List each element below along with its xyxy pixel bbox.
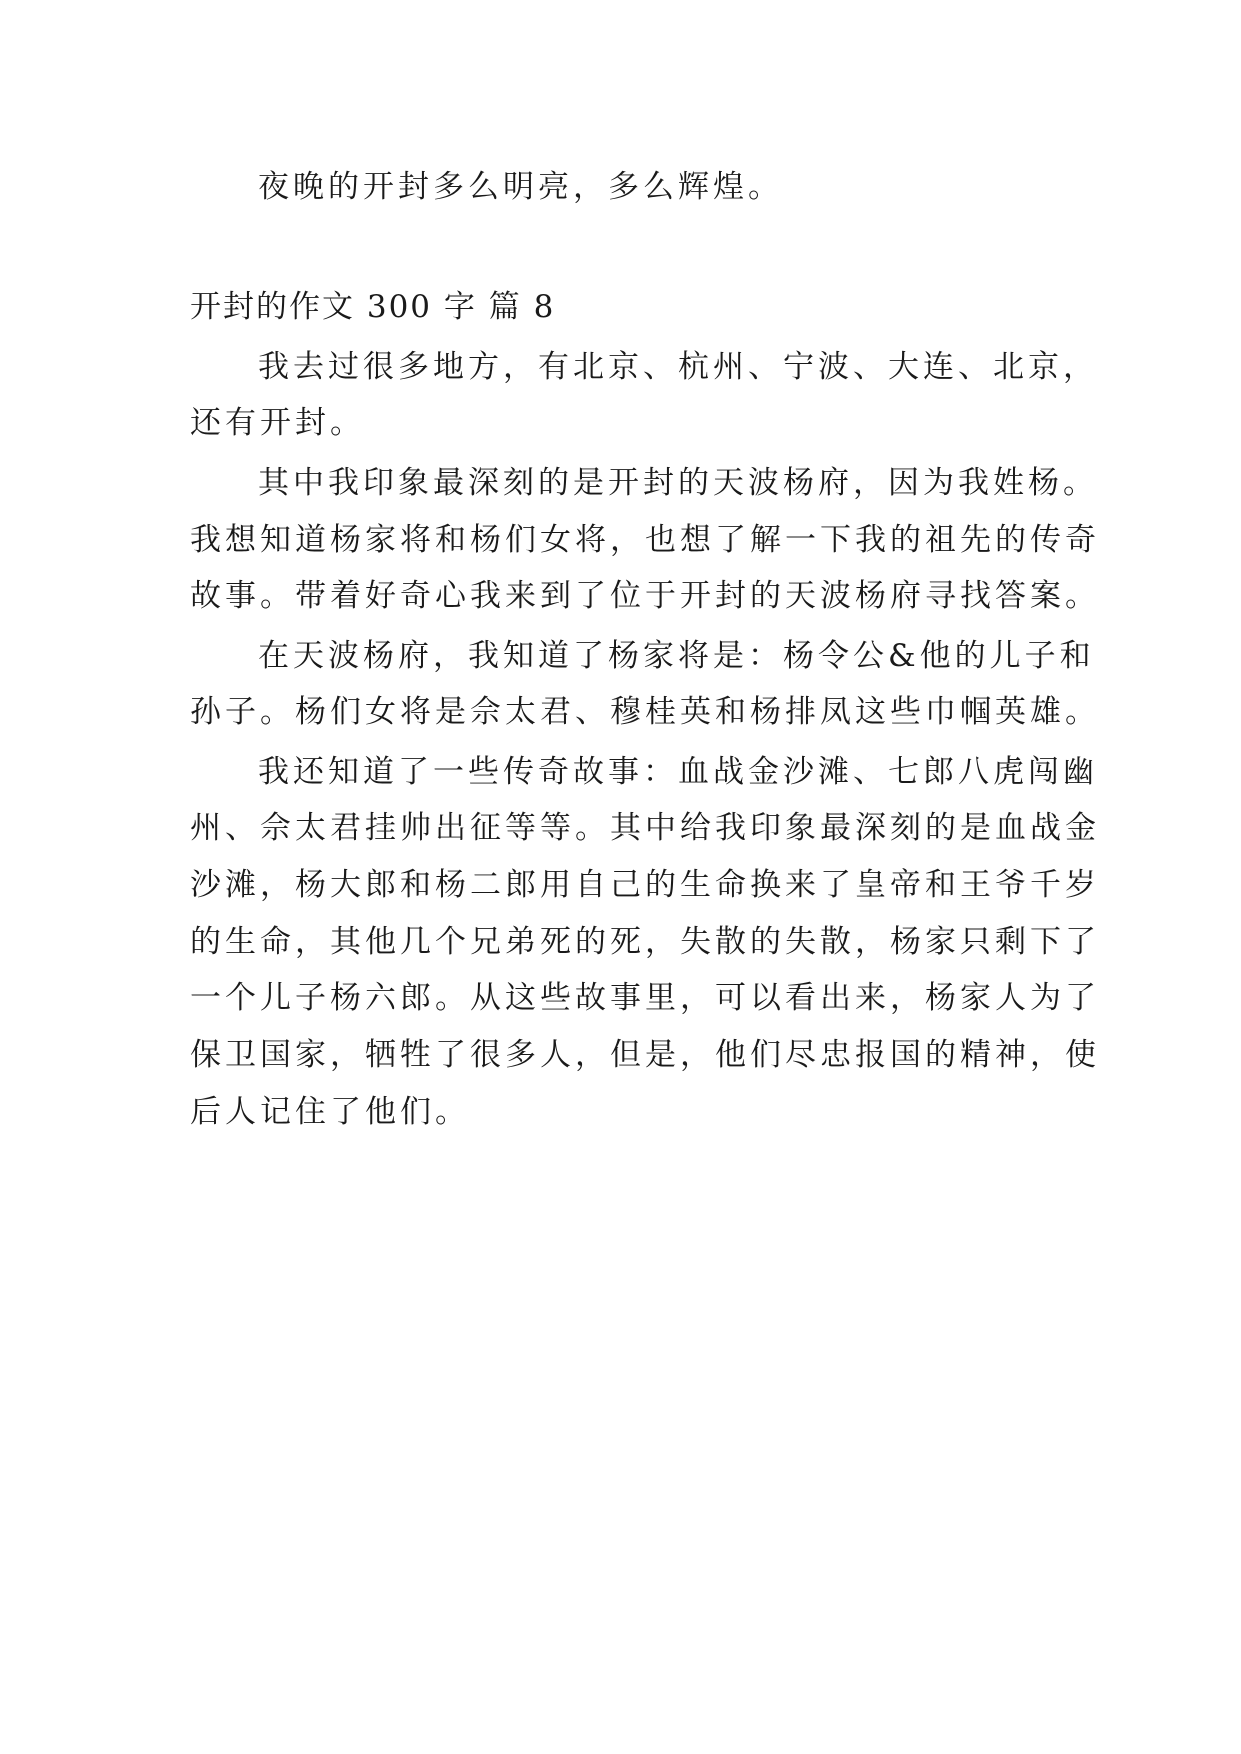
paragraph-line: 保卫国家，牺牲了很多人，但是，他们尽忠报国的精神，使 xyxy=(190,1037,1100,1073)
paragraph-line: 的生命，其他几个兄弟死的死，失散的失散，杨家只剩下了 xyxy=(190,924,1100,960)
paragraph-line: 孙子。杨们女将是佘太君、穆桂英和杨排凤这些巾帼英雄。 xyxy=(190,694,1100,730)
paragraph-line: 一个儿子杨六郎。从这些故事里，可以看出来，杨家人为了 xyxy=(190,980,1100,1016)
paragraph-line: 我还知道了一些传奇故事：血战金沙滩、七郎八虎闯幽 xyxy=(258,754,1098,790)
paragraph-line: 沙滩，杨大郎和杨二郎用自己的生命换来了皇帝和王爷千岁 xyxy=(190,867,1100,903)
paragraph-line: 故事。带着好奇心我来到了位于开封的天波杨府寻找答案。 xyxy=(190,578,1100,614)
section-heading: 开封的作文 300 字 篇 8 xyxy=(190,289,556,325)
paragraph-line: 我想知道杨家将和杨们女将，也想了解一下我的祖先的传奇 xyxy=(190,522,1100,558)
intro-line: 夜晚的开封多么明亮，多么辉煌。 xyxy=(258,169,783,205)
paragraph-line: 其中我印象最深刻的是开封的天波杨府，因为我姓杨。 xyxy=(258,465,1098,501)
paragraph-line: 我去过很多地方，有北京、杭州、宁波、大连、北京， xyxy=(258,349,1098,385)
paragraph-line: 后人记住了他们。 xyxy=(190,1094,470,1130)
paragraph-line: 还有开封。 xyxy=(190,405,365,441)
paragraph-line: 在天波杨府，我知道了杨家将是：杨令公&他的儿子和 xyxy=(258,638,1095,674)
paragraph-line: 州、佘太君挂帅出征等等。其中给我印象最深刻的是血战金 xyxy=(190,810,1100,846)
